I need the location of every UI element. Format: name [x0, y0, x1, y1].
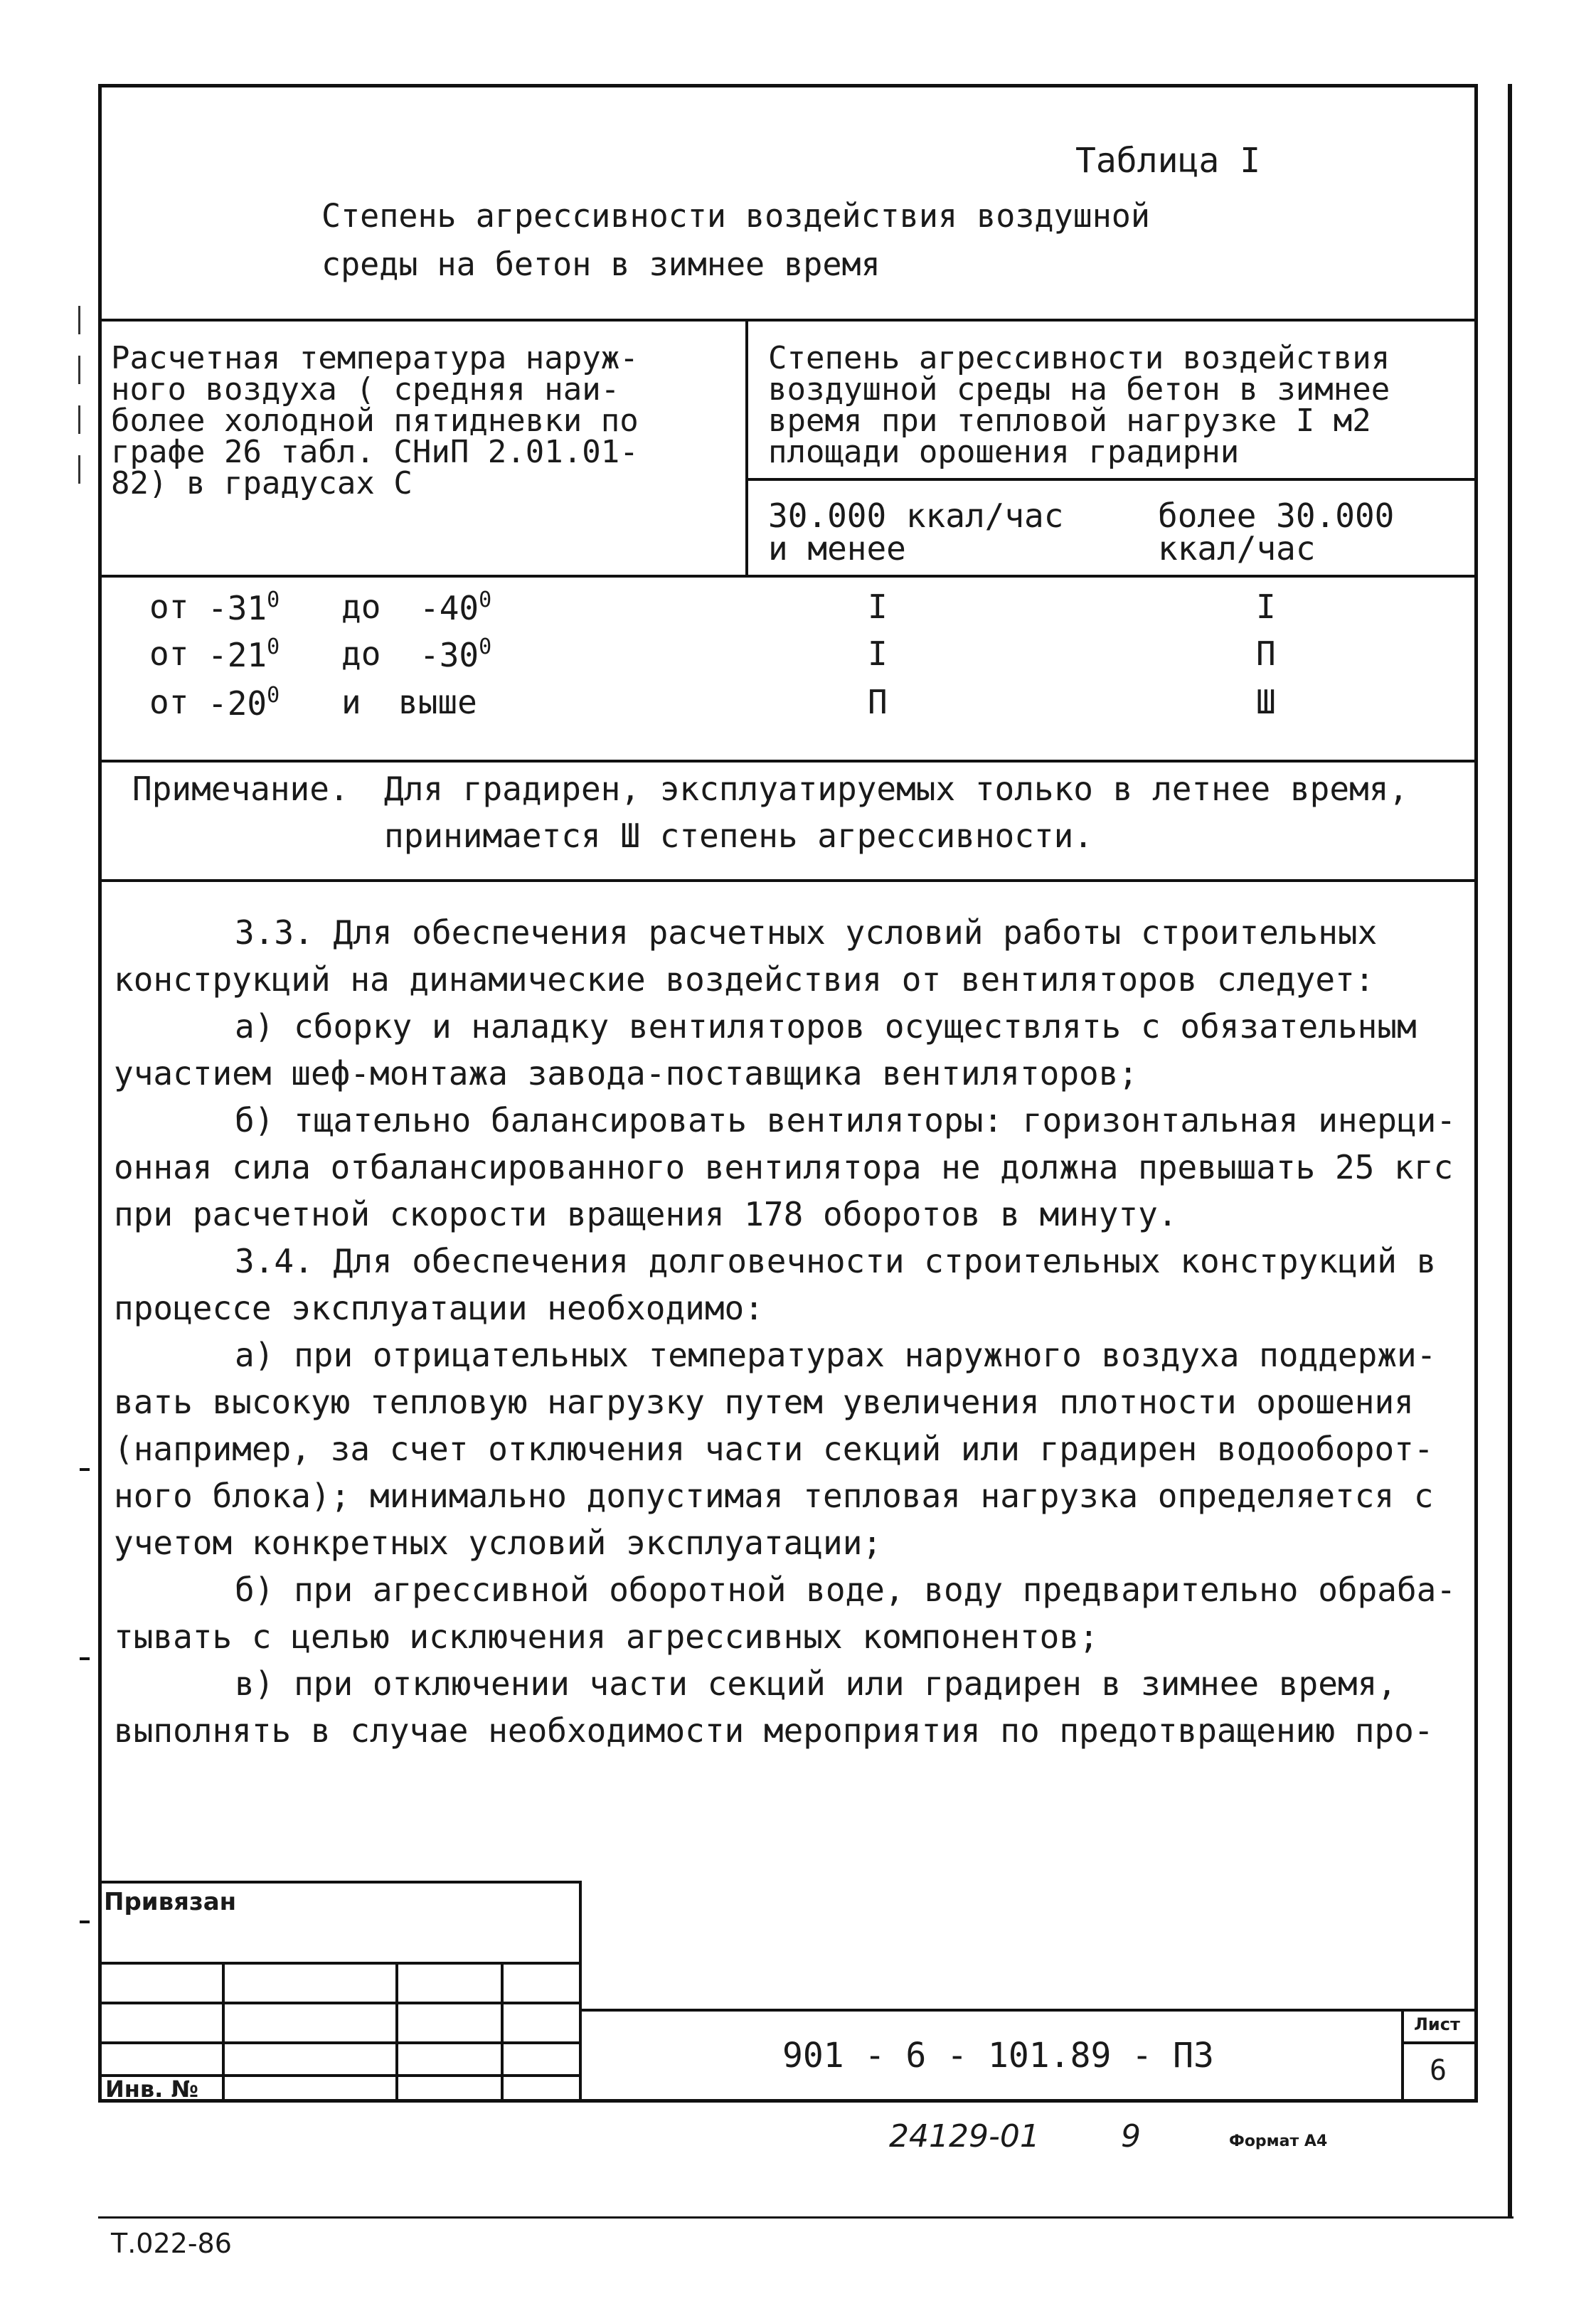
note-line2: принимается Ш степень агрессивности. — [384, 817, 1093, 855]
body-line: ного блока); минимально допустимая тепловая нагрузка определяется с — [114, 1477, 1434, 1515]
body-line: вать высокую тепловую нагрузку путем увеличения плотности орошения — [114, 1383, 1414, 1421]
col1-header: Расчетная температура наруж- ного воздуха ( средняя наи- более холодной пятидневки по графе 26 табл. СНиП 2.01.01- 82) в градусах С — [111, 340, 639, 501]
form-code: Т.022-86 — [111, 2228, 232, 2259]
body-line: процессе эксплуатации необходимо: — [114, 1289, 764, 1327]
margin-dash — [78, 455, 80, 484]
body-line: выполнять в случае необходимости мероприятия по предотвращению про- — [114, 1711, 1434, 1750]
stamp-inv-no: Инв. № — [105, 2076, 198, 2103]
body-line: б) тщательно балансировать вентиляторы: горизонтальная инерци- — [235, 1101, 1457, 1139]
table-subheader-rule — [745, 478, 1478, 481]
body-line: тывать с целью исключения агрессивных компонентов; — [114, 1617, 1099, 1656]
handwritten-page: 9 — [1121, 2118, 1141, 2155]
margin-dash — [78, 405, 80, 434]
body-line: 3.4. Для обеспечения долговечности строительных конструкций в — [235, 1242, 1437, 1280]
table-title-line2: среды на бетон в зимнее время — [321, 245, 881, 283]
table-column-divider — [745, 319, 748, 576]
sheet-number: 6 — [1430, 2054, 1447, 2087]
subheader-load-high: более 30.000 ккал/час — [1158, 496, 1395, 568]
fold-mark — [80, 1657, 90, 1660]
body-line: онная сила отбалансированного вентилятора не должна превышать 25 кгс — [114, 1148, 1454, 1186]
body-line: а) сборку и наладку вентиляторов осуществлять с обязательным — [235, 1007, 1417, 1046]
body-line: конструкций на динамические воздействия от вентиляторов следует: — [114, 960, 1375, 999]
body-line: б) при агрессивной оборотной воде, воду предварительно обраба- — [235, 1571, 1457, 1609]
sheet-box — [1401, 2009, 1478, 2103]
subheader-load-low: 30.000 ккал/час и менее — [768, 496, 1064, 568]
body-line: учетом конкретных условий эксплуатации; — [114, 1524, 883, 1562]
body-line: в) при отключении части секций или градирен в зимнее время, — [235, 1664, 1397, 1703]
page-frame-right-edge — [1508, 84, 1512, 2218]
body-line: участием шеф-монтажа завода-поставщика вентиляторов; — [114, 1054, 1139, 1093]
body-line: при расчетной скорости вращения 178 оборотов в минуту. — [114, 1195, 1178, 1233]
table-title-line1: Степень агрессивности воздействия воздушной — [321, 197, 1150, 235]
table-row: от $-31^0$ до $-40^0$ I I — [149, 588, 1276, 627]
stamp-left-block — [98, 1881, 582, 2103]
note-line1: Для градирен, эксплуатируемых только в летнее время, — [384, 770, 1409, 808]
stamp-main-top-rule — [579, 2009, 1478, 2012]
table-body-bottom-rule — [98, 760, 1478, 763]
note-bottom-rule — [98, 879, 1478, 882]
sheet-label: Лист — [1414, 2014, 1460, 2034]
stamp-privyazan: Привязан — [104, 1888, 237, 1916]
note-label: Примечание. — [132, 770, 349, 808]
handwritten-number: 24129-01 — [889, 2118, 1040, 2155]
table-row: от $-20^0$ и выше П Ш — [149, 683, 1276, 723]
bottom-trim-line — [98, 2216, 1513, 2219]
margin-dash — [78, 356, 80, 384]
body-line: (например, за счет отключения части секций или градирен водооборот- — [114, 1430, 1434, 1468]
table-number: Таблица I — [1075, 141, 1261, 181]
table-top-rule — [98, 319, 1478, 322]
col2-header: Степень агрессивности воздействия воздушной среды на бетон в зимнее время при тепловой нагрузке I м2 площади орошения градирни — [768, 340, 1390, 470]
body-line: а) при отрицательных температурах наружного воздуха поддержи- — [235, 1336, 1437, 1374]
fold-mark — [80, 1920, 90, 1923]
table-header-bottom-rule — [98, 575, 1478, 578]
table-row: от $-21^0$ до $-30^0$ I П — [149, 634, 1276, 674]
fold-mark — [80, 1468, 90, 1471]
margin-dash — [78, 306, 80, 334]
format-label: Формат А4 — [1229, 2132, 1328, 2150]
body-line: 3.3. Для обеспечения расчетных условий работы строительных — [235, 913, 1378, 952]
document-code: 901 - 6 - 101.89 - ПЗ — [782, 2036, 1214, 2076]
